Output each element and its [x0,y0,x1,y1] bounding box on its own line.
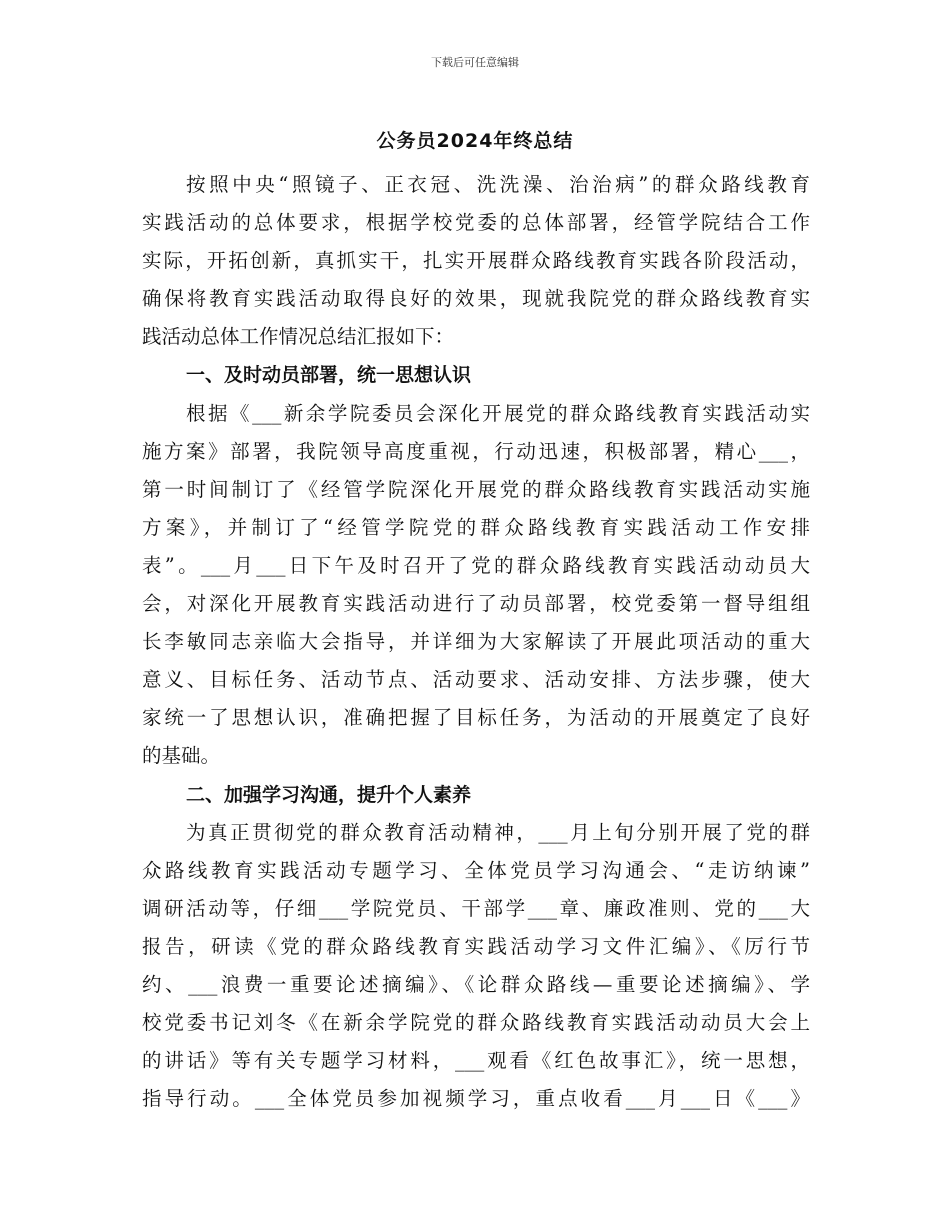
section-heading-1: 一、及时动员部署，统一思想认识 [186,364,472,387]
paragraph-line: 实践活动的总体要求，根据学校党委的总体部署，经管学院结合工作 [142,211,810,235]
paragraph-line: 报告，研读《党的群众路线教育实践活动学习文件汇编》、《厉行节 [142,934,810,958]
paragraph-line: 长李敏同志亲临大会指导，并详细为大家解读了开展此项活动的重大 [142,630,810,654]
paragraph-line: 施方案》部署，我院领导高度重视，行动迅速，积极部署，精心___， [142,439,810,463]
paragraph-line: 根据《___新余学院委员会深化开展党的群众路线教育实践活动实 [186,401,810,425]
paragraph-line: 众路线教育实践活动专题学习、全体党员学习沟通会、“走访纳谏” [142,858,810,882]
paragraph-line: 会，对深化开展教育实践活动进行了动员部署，校党委第一督导组组 [142,592,810,616]
section-heading-2: 二、加强学习沟通，提升个人素养 [186,783,472,806]
paragraph-line: 指导行动。___全体党员参加视频学习，重点收看___月___日《___》 [142,1087,810,1111]
paragraph-line: 校党委书记刘冬《在新余学院党的群众路线教育实践活动动员大会上 [142,1011,810,1035]
paragraph-line: 的基础。 [142,744,221,768]
paragraph-line: 方案》，并制订了“经管学院党的群众路线教育实践活动工作安排 [142,515,810,539]
paragraph-line: 践活动总体工作情况总结汇报如下： [142,325,455,349]
paragraph-line: 的讲话》等有关专题学习材料，___观看《红色故事汇》，统一思想， [142,1049,810,1073]
paragraph-line: 实际，开拓创新，真抓实干，扎实开展群众路线教育实践各阶段活动， [142,249,810,273]
paragraph-line: 家统一了思想认识，准确把握了目标任务，为活动的开展奠定了良好 [142,706,810,730]
paragraph-line: 约、___浪费一重要论述摘编》、《论群众路线—重要论述摘编》、学 [142,972,810,996]
paragraph-line: 调研活动等，仔细___学院党员、干部学___章、廉政准则、党的___大 [142,896,810,920]
document-title: 公务员2024年终总结 [376,130,574,152]
document-body [142,166,810,1118]
paragraph-line: 确保将教育实践活动取得良好的效果，现就我院党的群众路线教育实 [142,287,810,311]
paragraph-line: 按照中央“照镜子、正衣冠、洗洗澡、治治病”的群众路线教育 [186,173,810,196]
paragraph-line: 意义、目标任务、活动节点、活动要求、活动安排、方法步骤，使大 [142,668,810,692]
paragraph-line: 为真正贯彻党的群众教育活动精神，___月上旬分别开展了党的群 [186,820,810,844]
page-header-note: 下载后可任意编辑 [431,56,519,69]
paragraph-line: 第一时间制订了《经管学院深化开展党的群众路线教育实践活动实施 [142,477,810,501]
paragraph-line: 表”。___月___日下午及时召开了党的群众路线教育实践活动动员大 [142,553,810,577]
